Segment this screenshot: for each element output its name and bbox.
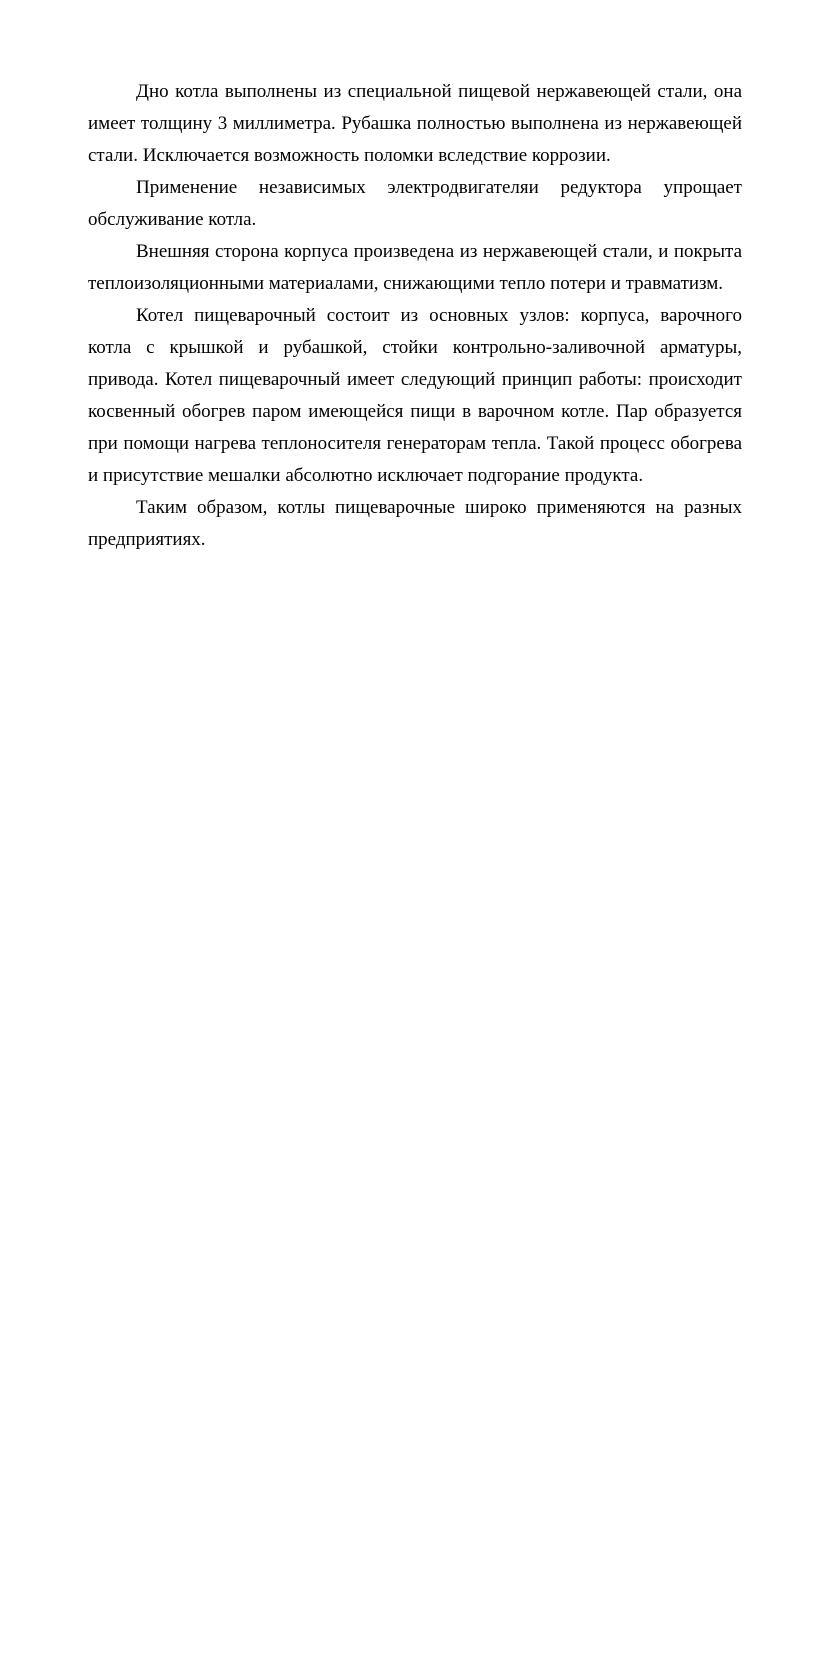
paragraph-motor-reducer: Применение независимых электродвигателяи редуктора упрощает обслуживание котла. [88,177,742,230]
document-body [88,76,742,556]
paragraph-main-units: Котел пищеварочный состоит из основных узлов: корпуса, варочного котла с крышкой и рубашкой, стойки контрольно-заливочной арматуры, привода. Котел пищеварочный имеет следующий принцип работы: происходит косвенный обогрев паром имеющейся пищи в варочном котле. Пар образуется при помощи нагрева теплоносителя генераторам тепла. Такой процесс обогрева и присутствие мешалки абсолютно исключает подгорание продукта. [88,305,742,486]
paragraph-conclusion: Таким образом, котлы пищеварочные широко применяются на разных предприятиях. [88,497,742,550]
paragraph-boiler-bottom: Дно котла выполнены из специальной пищевой нержавеющей стали, она имеет толщину 3 миллиметра. Рубашка полностью выполнена из нержавеющей стали. Исключается возможность поломки вследствие коррозии. [88,81,742,166]
paragraph-outer-body: Внешняя сторона корпуса произведена из нержавеющей стали, и покрыта теплоизоляционными материалами, снижающими тепло потери и травматизм. [88,241,742,294]
